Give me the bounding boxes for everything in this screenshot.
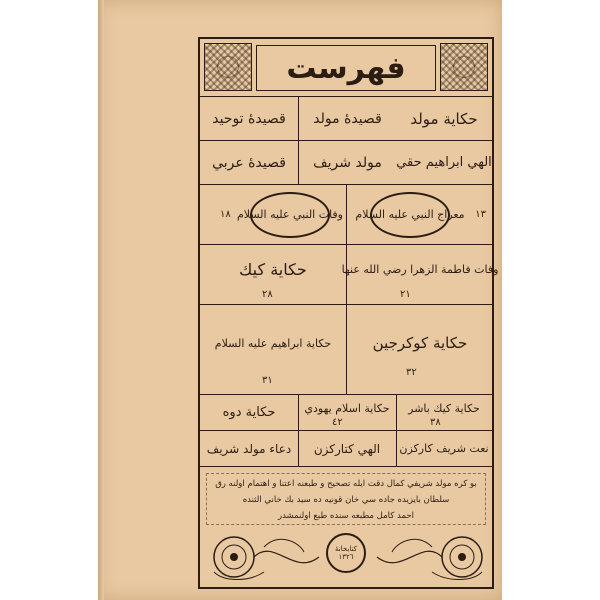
entry-r4-left xyxy=(200,249,346,289)
entry-r1-middle xyxy=(298,97,396,140)
page-number: ٢١ xyxy=(400,289,411,300)
floral-ornament-left xyxy=(204,527,324,585)
contents-row-2 xyxy=(200,141,492,185)
entry-r5-right xyxy=(346,313,494,373)
page-number: ٤٢ xyxy=(332,417,343,428)
entry-r6-left xyxy=(200,395,298,430)
contents-row-6 xyxy=(200,395,492,431)
entry-r6-right xyxy=(396,395,492,421)
entry-r4-right xyxy=(341,249,499,289)
entry-r7-middle xyxy=(298,431,396,466)
entry-r7-left xyxy=(200,431,298,466)
entry-r6-middle xyxy=(298,395,396,421)
page-number: ٣١ xyxy=(262,375,273,386)
entry-text: الهي ابراهيم حقي xyxy=(396,155,492,170)
page-edge xyxy=(98,0,104,600)
contents-row-7 xyxy=(200,431,492,467)
entry-text: قصيدهٔ توحيد xyxy=(212,110,286,127)
entry-text: حكاية كيك باشر xyxy=(408,401,480,415)
entry-text: مولد شريف xyxy=(313,154,382,171)
entry-text: حكاية اسلام يهودي xyxy=(304,401,390,415)
corner-ornament-right xyxy=(440,43,488,91)
colophon-line: احمد كامل مطبعه سنده طبع اولنمشدر xyxy=(277,511,415,521)
divider xyxy=(346,305,347,394)
page-number: ٣٨ xyxy=(430,417,441,428)
divider xyxy=(298,395,299,430)
medallion-left xyxy=(237,192,343,238)
entry-text: حكاية ابراهيم عليه السلام xyxy=(214,336,332,350)
entry-text: الهي كتاركزن xyxy=(313,441,381,456)
divider xyxy=(396,395,397,430)
entry-text: حكاية مولد xyxy=(410,109,478,128)
contents-row-4 xyxy=(200,245,499,305)
medallion-text: وفات النبي عليه السلام xyxy=(237,208,343,221)
medallion-text: معراج النبي عليه السلام xyxy=(355,208,465,221)
header-row xyxy=(200,39,492,97)
colophon xyxy=(206,473,486,525)
colophon-line: سلطان بايزيده جاده سي خان قونيه ده سيد بك خاني الثنده xyxy=(242,495,450,505)
divider xyxy=(298,141,299,184)
medallion-right xyxy=(355,192,465,238)
corner-ornament-left xyxy=(204,43,252,91)
seal-text: كتابخانهٔ ١٣٢٦ xyxy=(335,545,357,561)
divider xyxy=(298,97,299,140)
page-number: ١٣ xyxy=(475,209,486,220)
entry-r1-right xyxy=(396,97,492,140)
entry-r2-left xyxy=(200,141,298,184)
entry-r2-middle xyxy=(298,141,396,184)
entry-text: وفات فاطمة الزهرا رضي الله عنها xyxy=(341,262,499,276)
entry-r2-right xyxy=(396,141,492,184)
printer-seal xyxy=(326,533,366,573)
divider xyxy=(396,431,397,466)
divider xyxy=(346,185,347,244)
contents-row-5 xyxy=(200,305,492,395)
divider xyxy=(346,245,347,304)
colophon-line: بو كره مولد شريفي كمال دقت ايله تصحيح و طبعنه اعتنا و اهتمام اولنه رق xyxy=(215,479,477,489)
entry-text: قصيدهٔ مولد xyxy=(313,110,382,127)
contents-frame xyxy=(198,37,499,589)
page-number: ٣٢ xyxy=(406,367,417,378)
contents-row-1 xyxy=(200,97,492,141)
entry-text: حكاية كوكرجين xyxy=(372,334,468,352)
entry-r5-left xyxy=(200,313,346,373)
entry-r7-right xyxy=(396,431,492,466)
entry-text: قصيدهٔ عربي xyxy=(212,154,286,171)
page-title: فهرست xyxy=(286,50,406,86)
entry-text: دعاء مولد شريف xyxy=(206,441,292,456)
entry-text: حكاية دوه xyxy=(222,405,276,420)
entry-text: نعت شريف كاركزن xyxy=(399,442,489,455)
title-panel xyxy=(256,45,436,91)
page-number: ١٨ xyxy=(220,209,231,220)
divider xyxy=(298,431,299,466)
page-number: ٢٨ xyxy=(262,289,273,300)
floral-ornament-right xyxy=(372,527,492,585)
contents-row-3 xyxy=(200,185,492,245)
entry-text: حكاية كيك xyxy=(239,259,307,279)
entry-r1-left xyxy=(200,97,298,140)
